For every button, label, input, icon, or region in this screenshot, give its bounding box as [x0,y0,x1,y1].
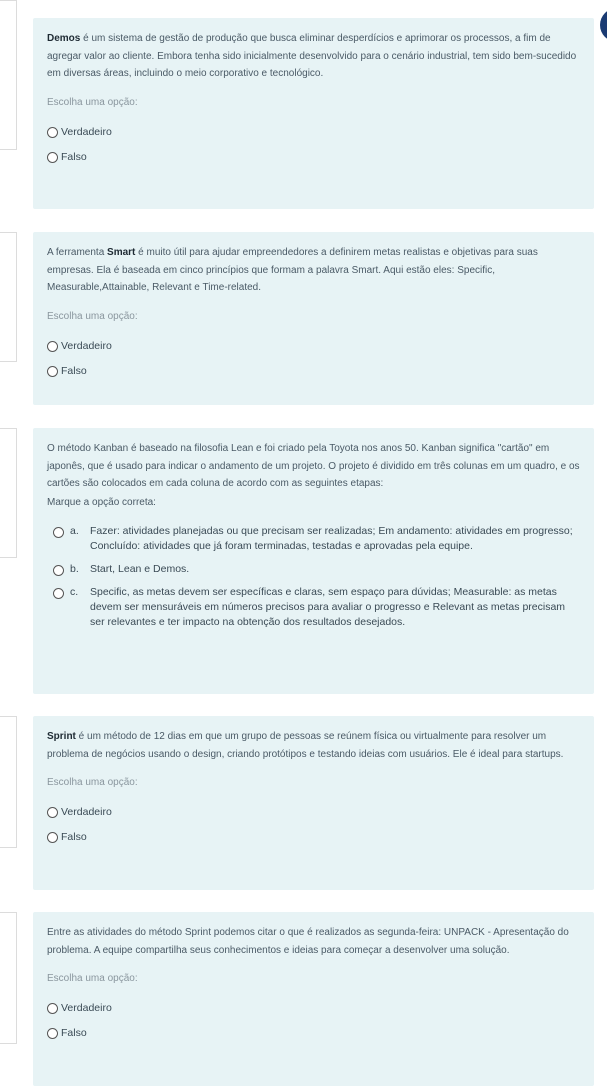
option-falso-2[interactable]: Falso [47,365,580,390]
radio-button[interactable] [47,1028,58,1039]
question-text-4: Sprint é um método de 12 dias em que um grupo de pessoas se reúnem física ou virtualmente para resolver um problema de negócios usando o design, criando protótipos e testando ideias com usuários. Ele é ideal para startups. [47,731,564,760]
radio-button[interactable] [47,341,58,352]
prompt-2: Escolha uma opção: [47,310,138,322]
question-card-1 [33,18,594,209]
radio-button[interactable] [53,588,64,599]
option-a[interactable]: a. Fazer: atividades planejadas ou que precisam ser realizadas; Em andamento: atividades em progresso; Concluído: atividades que já foram terminadas, testadas e aprovadas pela equipe. [53,524,580,554]
radio-button[interactable] [47,1003,58,1014]
option-falso-1[interactable]: Falso [47,151,580,176]
option-verdadeiro-4[interactable]: Verdadeiro [47,806,580,831]
option-verdadeiro-5[interactable]: Verdadeiro [47,1002,580,1027]
question-info-2 [0,232,17,362]
radio-button[interactable] [47,807,58,818]
prompt-5: Escolha uma opção: [47,973,138,984]
question-text-3: O método Kanban é baseado na filosofia Lean e foi criado pela Toyota nos anos 50. Kanban significa "cartão" em japonês, que é usado para indicar o andamento de um projeto. O projeto é dividido em três colunas em um quadro, e os cartões são colocados em cada coluna de acordo com as seguintes etapas: [47,443,580,489]
option-falso-4[interactable]: Falso [47,831,580,856]
question-text-5: Entre as atividades do método Sprint podemos citar o que é realizados as segunda-feira: UNPACK - Apresentação do problema. A equipe compartilha seus conhecimentos e ideias para começar a desenvolver uma solução. [47,927,569,956]
question-card-3 [33,428,594,694]
radio-button[interactable] [47,152,58,163]
radio-button[interactable] [47,127,58,138]
option-c[interactable]: c. Specific, as metas devem ser específicas e claras, sem espaço para dúvidas; Measurable: as metas devem ser mensuráveis em números precisos para avaliar o progresso e Relevant as metas precisam ser relevantes e ter impacto na obtenção dos resultados desejados. [53,585,580,630]
question-info-3 [0,428,17,558]
prompt-1: Escolha uma opção: [47,96,138,108]
prompt-3: Marque a opção correta: [47,496,156,508]
option-b[interactable]: b. Start, Lean e Demos. [53,562,580,577]
radio-button[interactable] [47,832,58,843]
option-verdadeiro-1[interactable]: Verdadeiro [47,126,580,151]
question-info-1 [0,0,17,150]
radio-button[interactable] [47,366,58,377]
question-text-2: A ferramenta Smart é muito útil para ajudar empreendedores a definirem metas realistas e objetivas para suas empresas. Ela é baseada em cinco princípios que formam a palavra Smart. Aqui estão eles: Specific, Measurable,Attainable, Relevant e Time-related. [47,247,538,293]
radio-button[interactable] [53,565,64,576]
question-card-2 [33,232,594,405]
option-verdadeiro-2[interactable]: Verdadeiro [47,340,580,365]
question-text-1: Demos é um sistema de gestão de produção que busca eliminar desperdícios e aprimorar os processos, a fim de agregar valor ao cliente. Embora tenha sido inicialmente desenvolvido para o cenário industrial, tem sido bem-sucedido em diversas áreas, incluindo o meio corporativo e tecnológico. [47,33,577,79]
radio-button[interactable] [53,527,64,538]
option-falso-5[interactable]: Falso [47,1027,580,1052]
floating-action-button[interactable] [600,8,607,42]
prompt-4: Escolha uma opção: [47,777,138,788]
question-info-4 [0,716,17,848]
question-card-5 [33,912,594,1086]
question-info-5 [0,912,17,1044]
question-card-4 [33,716,594,890]
